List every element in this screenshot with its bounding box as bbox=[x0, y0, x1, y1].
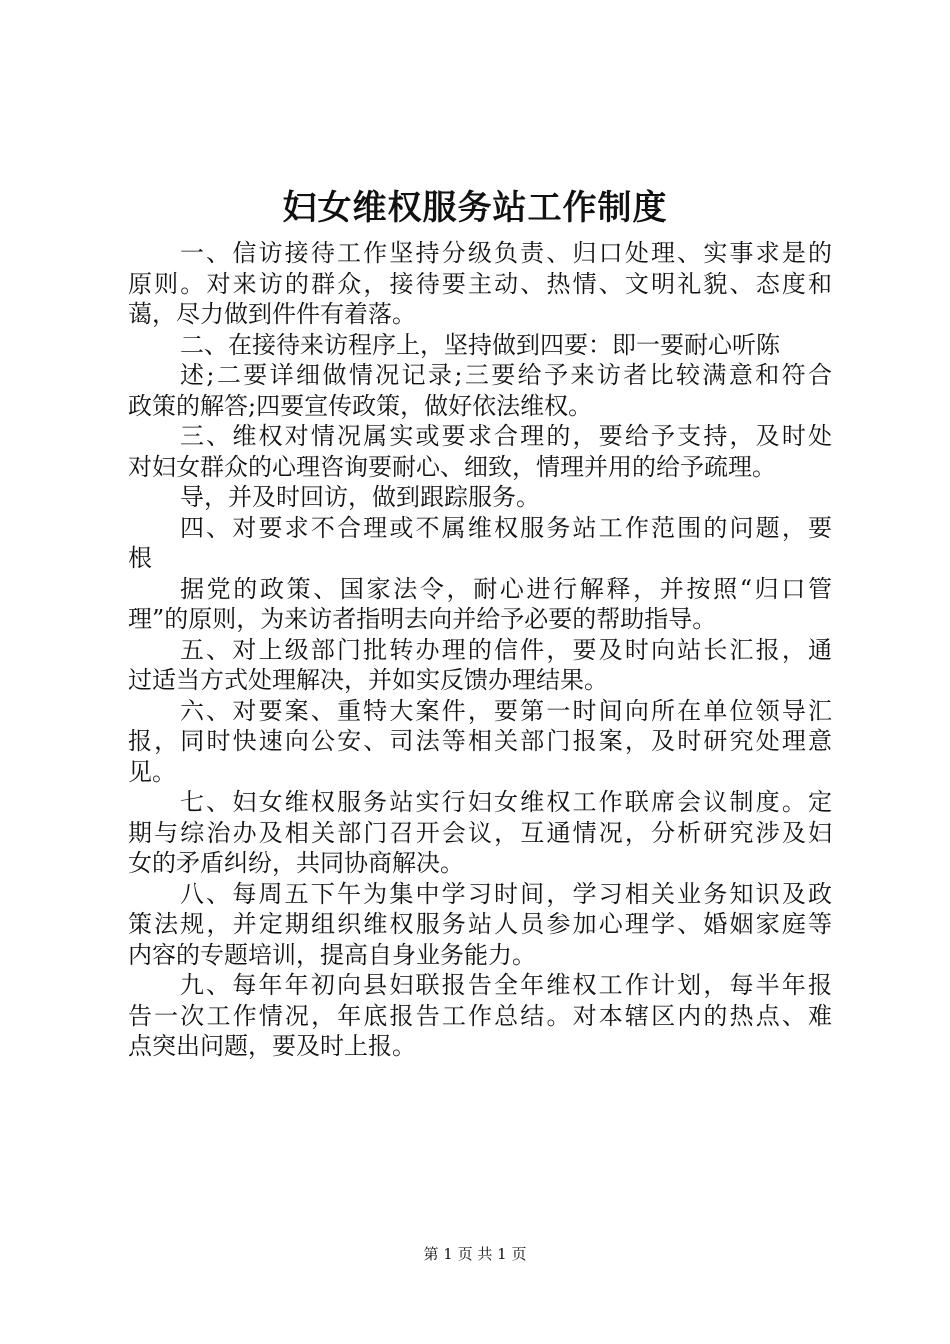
text-line: 九、每年年初向县妇联报告全年维权工作计划，每半年报 bbox=[180, 971, 832, 999]
text-line: 述;二要详细做情况记录;三要给予来访者比较满意和符合 bbox=[180, 361, 832, 389]
text-line: 四、对要求不合理或不属维权服务站工作范围的问题，要 bbox=[180, 513, 832, 542]
text-line: 策法规，并定期组织维权服务站人员参加心理学、婚姻家庭等 bbox=[128, 910, 832, 938]
page-footer: 第 1 页 共 1 页 bbox=[423, 1245, 527, 1263]
text-line: 过适当方式处理解决，并如实反馈办理结果。 bbox=[128, 666, 608, 694]
text-line: 导，并及时回访，做到跟踪服务。 bbox=[180, 483, 540, 511]
text-line: 原则。对来访的群众，接待要主动、热情、文明礼貌、态度和 bbox=[128, 269, 832, 298]
text-line: 六、对要案、重特大案件，要第一时间向所在单位领导汇 bbox=[180, 696, 832, 725]
text-line: 见。 bbox=[128, 757, 176, 786]
text-line: 理”的原则，为来访者指明去向并给予必要的帮助指导。 bbox=[128, 605, 717, 633]
text-line: 内容的专题培训，提高自身业务能力。 bbox=[128, 940, 536, 969]
text-line: 二、在接待来访程序上，坚持做到四要：即一要耐心听陈 bbox=[180, 330, 780, 359]
text-line: 期与综治办及相关部门召开会议，互通情况，分析研究涉及妇 bbox=[128, 818, 832, 847]
text-line: 据党的政策、国家法令，耐心进行解释，并按照“归口管 bbox=[180, 574, 832, 603]
text-line: 报，同时快速向公安、司法等相关部门报案，及时研究处理意 bbox=[128, 727, 832, 755]
document-body bbox=[128, 238, 832, 1062]
document-title: 妇女维权服务站工作制度 bbox=[282, 188, 668, 228]
text-line: 蔼，尽力做到件件有着落。 bbox=[128, 300, 416, 328]
text-line: 点突出问题，要及时上报。 bbox=[128, 1032, 416, 1060]
text-line: 一、信访接待工作坚持分级负责、归口处理、实事求是的 bbox=[180, 239, 832, 267]
text-line: 八、每周五下午为集中学习时间，学习相关业务知识及政 bbox=[180, 879, 832, 908]
text-line: 政策的解答;四要宣传政策，做好依法维权。 bbox=[128, 391, 593, 420]
text-line: 七、妇女维权服务站实行妇女维权工作联席会议制度。定 bbox=[180, 788, 832, 816]
text-line: 五、对上级部门批转办理的信件，要及时向站长汇报，通 bbox=[180, 635, 832, 664]
text-line: 根 bbox=[128, 544, 152, 572]
text-line: 告一次工作情况，年底报告工作总结。对本辖区内的热点、难 bbox=[128, 1001, 832, 1030]
text-line: 三、维权对情况属实或要求合理的，要给予支持，及时处 bbox=[180, 422, 832, 450]
text-line: 女的矛盾纠纷，共同协商解决。 bbox=[128, 849, 464, 877]
text-line: 对妇女群众的心理咨询要耐心、细致，情理并用的给予疏理。 bbox=[128, 452, 776, 481]
